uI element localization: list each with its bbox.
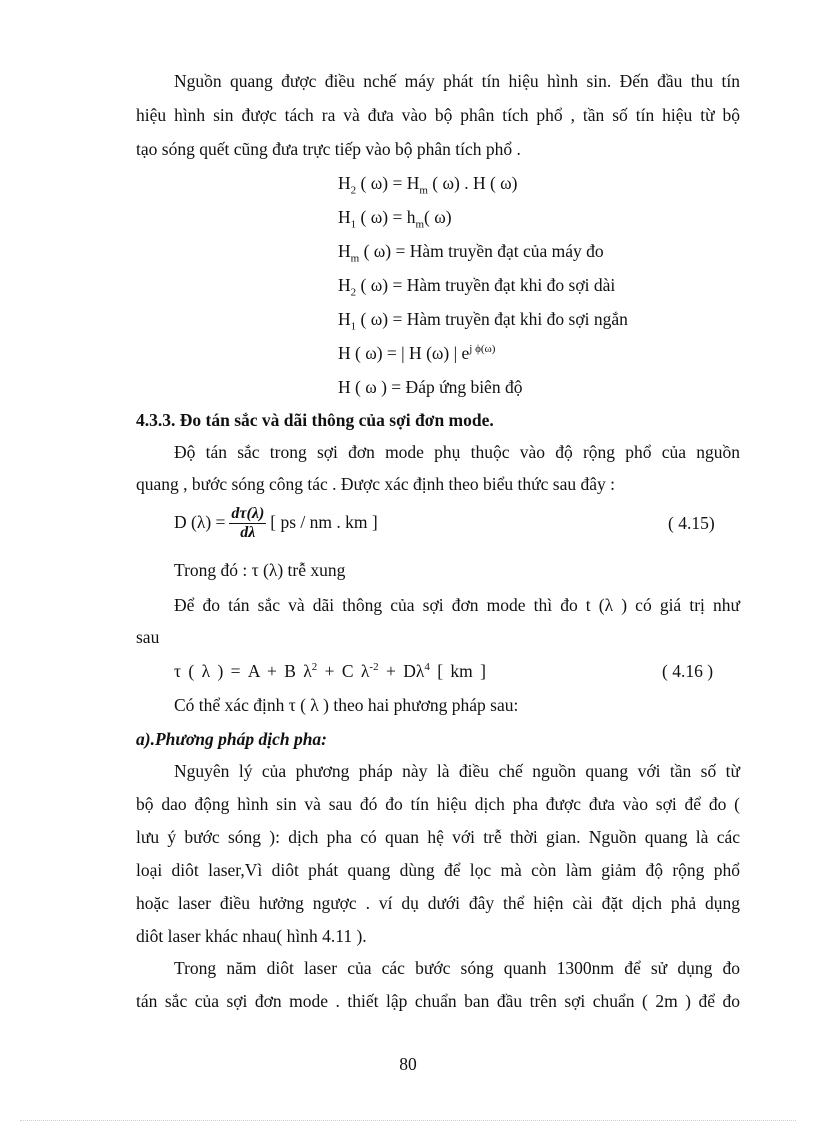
footer-divider [20, 1120, 796, 1121]
equation-h1-definition: $H_1$ ( ω) = Hàm truyền đạt khi đo sợi ngắn [338, 309, 628, 333]
paragraph-line: tạo sóng quết cũng đưa trực tiếp vào bộ phân tích phổ . [136, 139, 521, 159]
equation-h2: $H_2$ ( $\omega) = H_m$ ( ω) . H ( ω) [338, 173, 518, 197]
fraction: $\frac{d\tau(\lambda)}{d\lambda}$ [231, 505, 265, 542]
equation-h2-definition: $H_2$ ( ω) = Hàm truyền đạt khi đo sợi dài [338, 275, 616, 299]
paragraph-line: hiệu hình sin được tách ra và đưa vào bộ phân tích phổ , tần số tín hiệu từ bộ [136, 105, 740, 125]
paragraph-line: sau [136, 627, 160, 647]
equation-h1: $H_1$ ( $\omega) = h_m$( ω) [338, 207, 452, 231]
paragraph-line: diôt laser khác nhau( hình 4.11 ). [136, 926, 367, 946]
equation-hm-definition: $H_m$ ( ω) = Hàm truyền đạt của máy đo [338, 241, 604, 265]
equation-amplitude-response: H ( ω ) = Đáp ứng biên độ [338, 377, 523, 397]
paragraph-line: lưu ý bước sóng ): dịch pha có quan hệ với trễ thời gian. Nguồn quang là các [136, 827, 740, 847]
section-heading: 4.3.3. Đo tán sắc và dãi thông của sợi đơn mode. [136, 410, 494, 430]
equation-number: ( 4.16 ) [662, 661, 714, 681]
paragraph-line: Để đo tán sắc và dãi thông của sợi đơn mode thì đo t (λ ) có giá trị như [174, 595, 740, 615]
paragraph-line: loại diôt laser,Vì diôt phát quang dùng để lọc mà còn làm giảm độ rộng phổ [136, 860, 740, 880]
formula-4-16: τ ( λ ) = A + B $\lambda^2 + C$ $\lambda^{-2} + D\lambda^4$ [ km ] [174, 661, 486, 681]
paragraph-line: quang , bước sóng công tác . Được xác định theo biểu thức sau đây : [136, 474, 615, 494]
paragraph-line: Độ tán sắc trong sợi đơn mode phụ thuộc vào độ rộng phổ của nguồn [174, 442, 740, 462]
equation-h-complex: H ( ω) = | H (ω) | $e^{j \phi(\omega)}$ [338, 343, 496, 363]
formula-4-15: D (λ) = $\frac{d\tau(\lambda)}{d\lambda}$ [ ps / nm . km ] [174, 505, 378, 542]
paragraph-line: Nguồn quang được điều nchế máy phát tín hiệu hình sin. Đến đầu thu tín [174, 71, 740, 91]
paragraph-line: tán sắc của sợi đơn mode . thiết lập chuẩn ban đầu trên sợi chuẩn ( 2m ) để đo [136, 991, 740, 1011]
paragraph-line: hoặc laser điều hưởng ngược . ví dụ dưới đây thể hiện cài đặt dịch phả dụng [136, 893, 740, 913]
method-line: Có thể xác định τ ( λ ) theo hai phương pháp sau: [174, 695, 519, 715]
paragraph-line: Trong năm diôt laser của các bước sóng quanh 1300nm để sử dụng đo [174, 958, 740, 978]
equation-number: ( 4.15) [668, 513, 715, 533]
where-line: Trong đó : τ (λ) trễ xung [174, 560, 346, 580]
page-number: 80 [399, 1054, 417, 1074]
paragraph-line: bộ dao động hình sin và sau đó đo tín hiệu dịch pha được đưa vào sợi để đo ( [136, 794, 740, 814]
paragraph-line: Nguyên lý của phương pháp này là điều chế nguồn quang với tần số từ [174, 761, 740, 781]
subsection-heading: a).Phương pháp dịch pha: [136, 729, 328, 749]
